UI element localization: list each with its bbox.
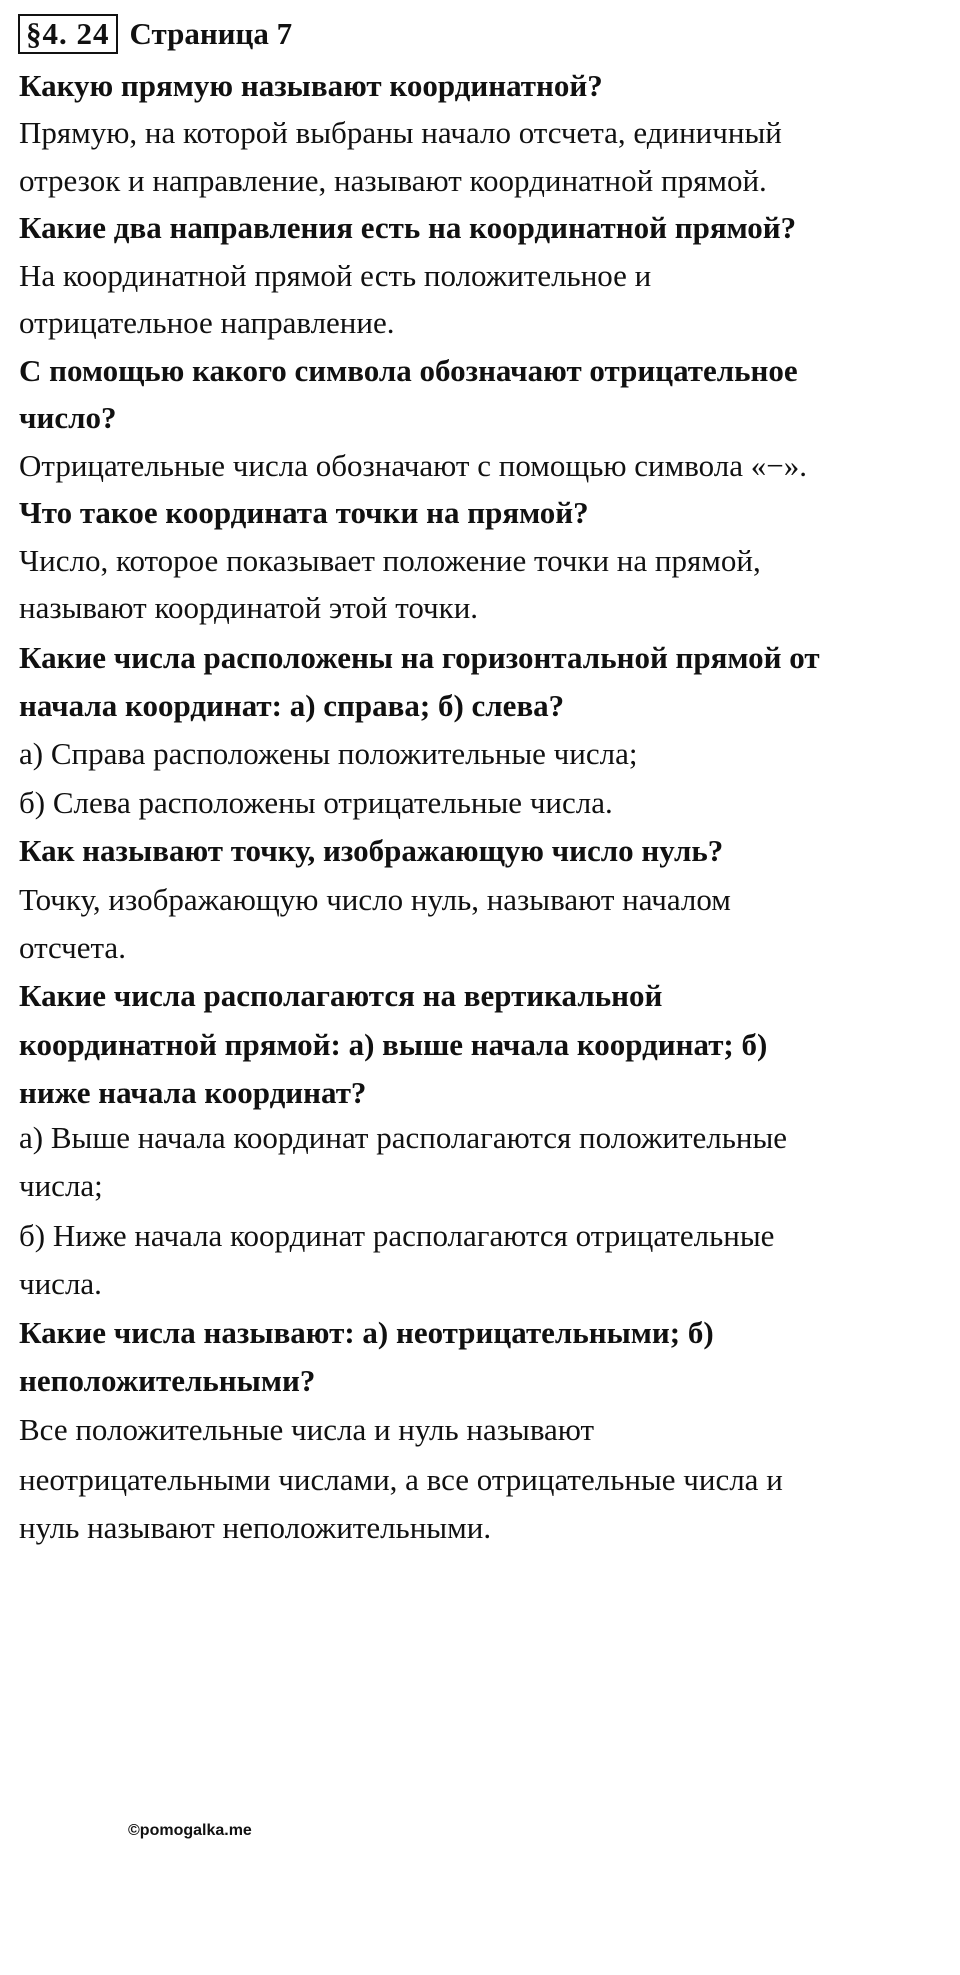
answer-line-a7-l1: а) Выше начала координат располагаются положительные bbox=[19, 1120, 788, 1155]
question-line-q5-l1: Какие числа расположены на горизонтальной прямой от bbox=[19, 640, 820, 675]
page-title: Страница 7 bbox=[129, 16, 293, 51]
answer-line-a1-l2: отрезок и направление, называют координатной прямой. bbox=[19, 163, 767, 198]
answer-line-a5-l2: б) Слева расположены отрицательные числа. bbox=[19, 785, 613, 820]
answer-line-a8-l3: нуль называют неположительными. bbox=[19, 1510, 492, 1545]
answer-line-a4-l2: называют координатой этой точки. bbox=[19, 590, 479, 625]
question-line-q7-l2: координатной прямой: а) выше начала координат; б) bbox=[19, 1027, 768, 1062]
question-line-q6-l1: Как называют точку, изображающую число нуль? bbox=[19, 833, 724, 868]
answer-line-a1-l1: Прямую, на которой выбраны начало отсчета, единичный bbox=[19, 115, 782, 150]
answer-line-a5-l1: а) Справа расположены положительные числа; bbox=[19, 736, 638, 771]
answer-line-a6-l2: отсчета. bbox=[19, 930, 126, 965]
question-line-q3-l1: С помощью какого символа обозначают отрицательное bbox=[19, 353, 798, 388]
section-number-box: §4. 24 bbox=[18, 14, 118, 54]
answer-line-a4-l1: Число, которое показывает положение точки на прямой, bbox=[19, 543, 761, 578]
question-line-q5-l2: начала координат: а) справа; б) слева? bbox=[19, 688, 565, 723]
question-line-q1-l1: Какую прямую называют координатной? bbox=[19, 68, 603, 103]
answer-line-a6-l1: Точку, изображающую число нуль, называют началом bbox=[19, 882, 731, 917]
question-line-q3-l2: число? bbox=[19, 400, 117, 435]
question-line-q8-l1: Какие числа называют: а) неотрицательными; б) bbox=[19, 1315, 714, 1350]
answer-line-a8-l2: неотрицательными числами, а все отрицательные числа и bbox=[19, 1462, 783, 1497]
question-line-q4-l1: Что такое координата точки на прямой? bbox=[19, 495, 589, 530]
question-line-q7-l1: Какие числа располагаются на вертикальной bbox=[19, 978, 663, 1013]
watermark: ©pomogalka.me bbox=[128, 1822, 252, 1839]
question-line-q8-l2: неположительными? bbox=[19, 1363, 316, 1398]
question-line-q2-l1: Какие два направления есть на координатной прямой? bbox=[19, 210, 797, 245]
page-header bbox=[18, 14, 292, 54]
answer-line-a7-l3: б) Ниже начала координат располагаются отрицательные bbox=[19, 1218, 775, 1253]
answer-line-a7-l4: числа. bbox=[19, 1266, 102, 1301]
answer-line-a2-l1: На координатной прямой есть положительное и bbox=[19, 258, 652, 293]
answer-line-a8-l1: Все положительные числа и нуль называют bbox=[19, 1412, 595, 1447]
answer-line-a3-l1: Отрицательные числа обозначают с помощью символа «−». bbox=[19, 448, 807, 483]
answer-line-a7-l2: числа; bbox=[19, 1168, 103, 1203]
answer-line-a2-l2: отрицательное направление. bbox=[19, 305, 395, 340]
question-line-q7-l3: ниже начала координат? bbox=[19, 1075, 367, 1110]
